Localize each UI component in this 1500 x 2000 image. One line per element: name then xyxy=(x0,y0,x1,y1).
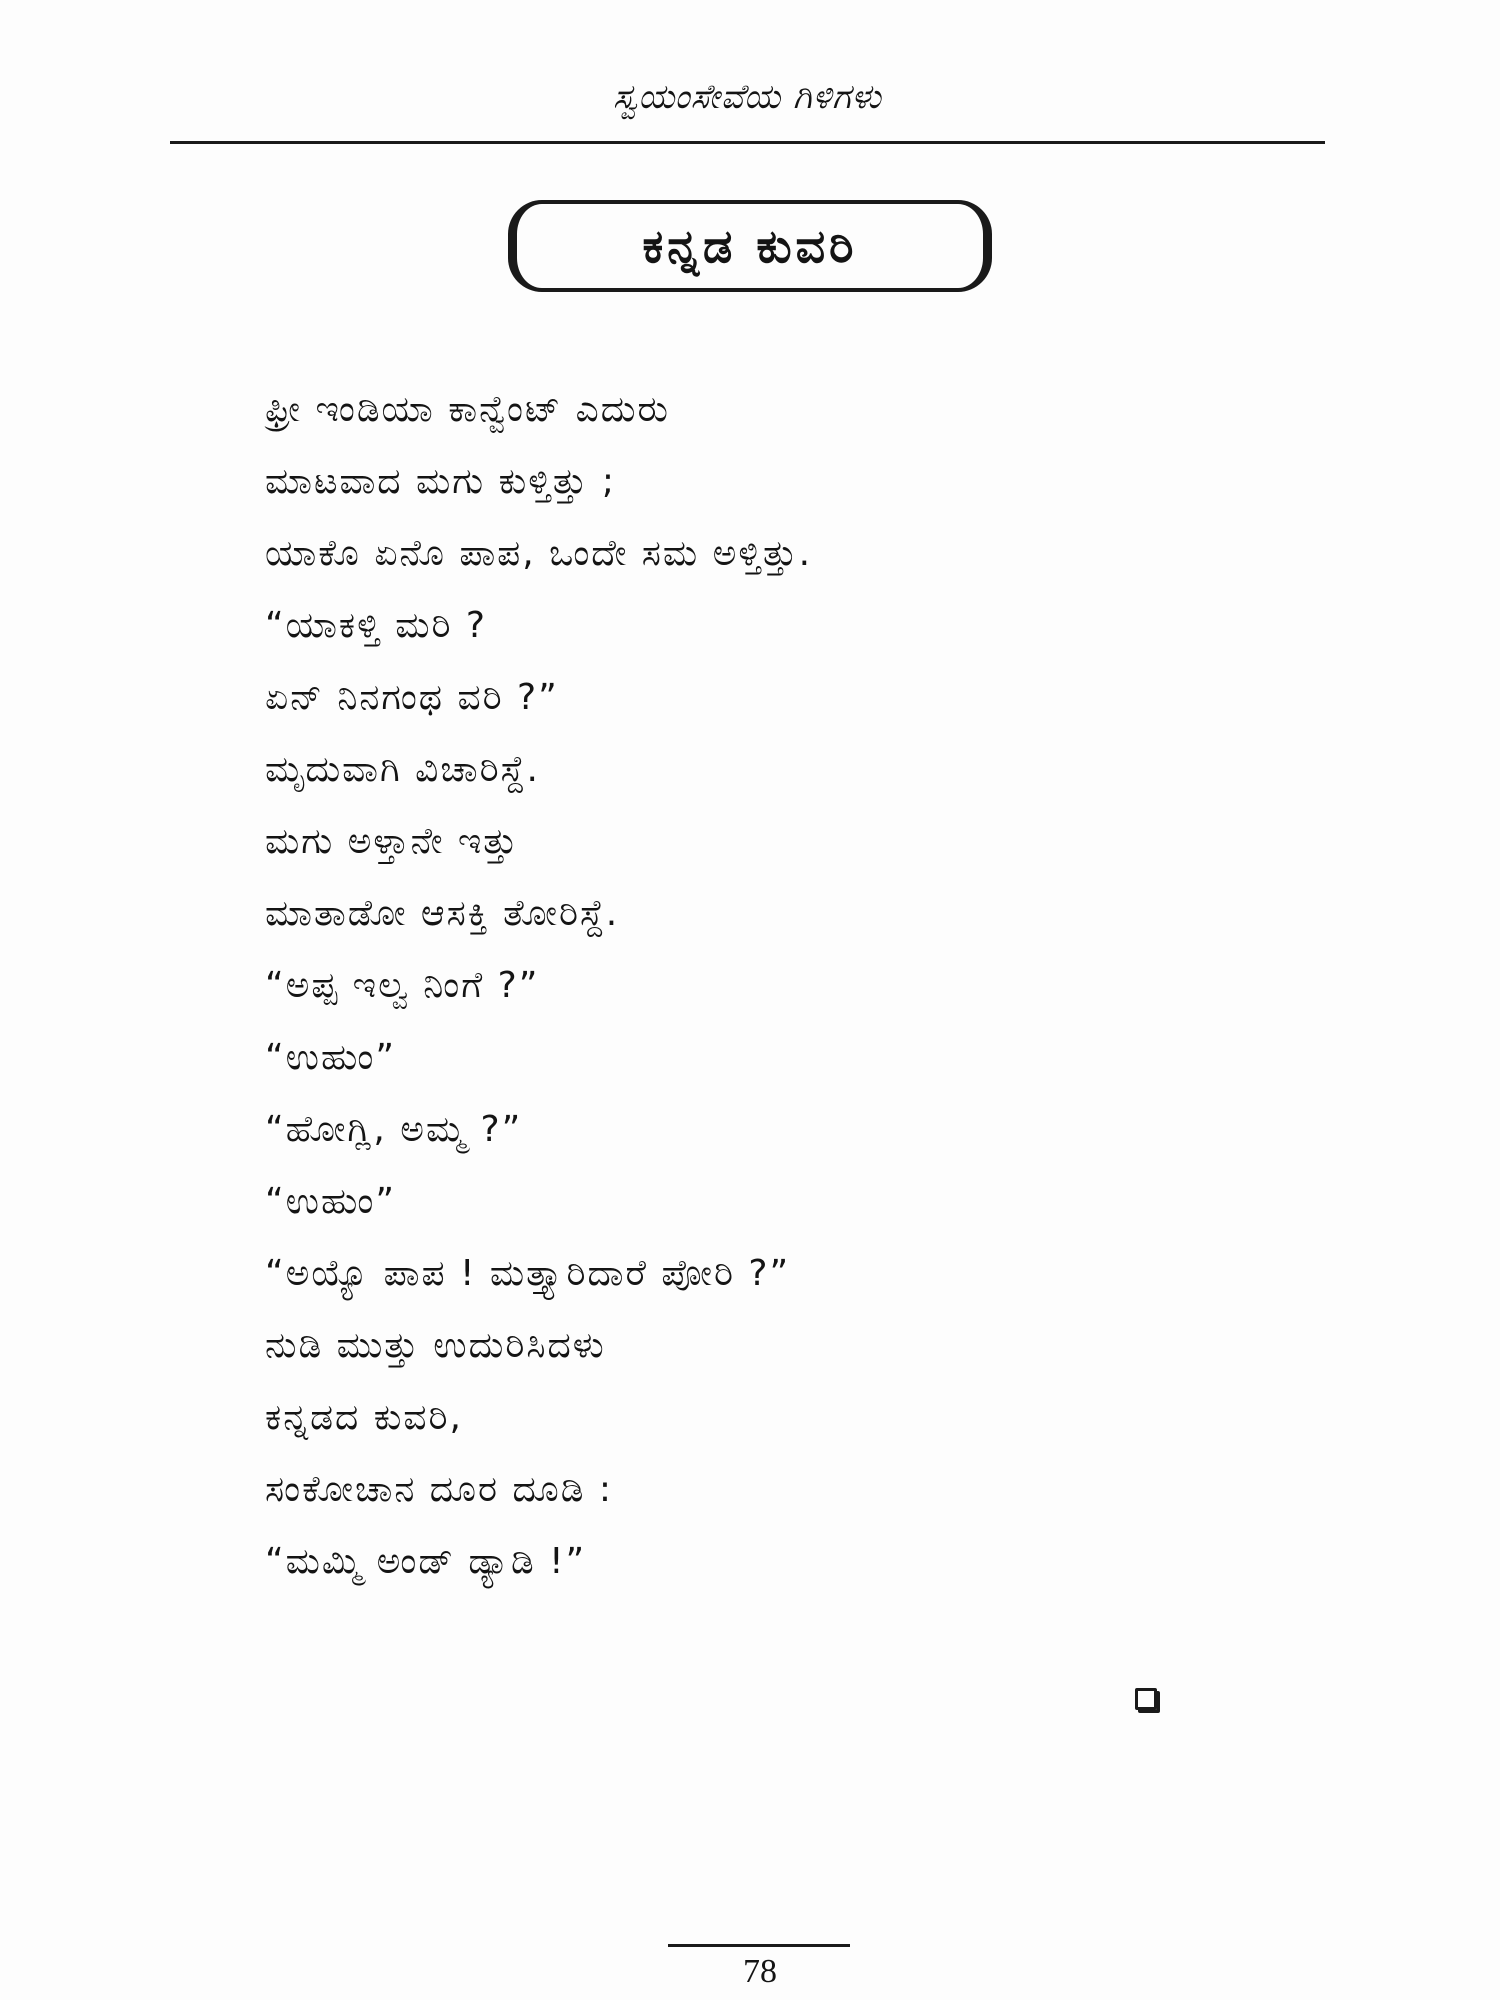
poem-line: ನುಡಿ ಮುತ್ತು ಉದುರಿಸಿದಳು xyxy=(265,1325,606,1366)
poem-line: ಮಾತಾಡೋ ಆಸಕ್ತಿ ತೋರಿಸ್ದೆ. xyxy=(265,893,620,934)
poem-line: ಕನ್ನಡದ ಕುವರಿ, xyxy=(265,1397,463,1438)
poem-line: “ಉಹುಂ” xyxy=(265,1037,396,1078)
poem-line: ಸಂಕೋಚಾನ ದೂರ ದೂಡಿ : xyxy=(265,1469,613,1510)
poem-line: ಮಗು ಅಳ್ತಾನೇ ಇತ್ತು xyxy=(265,821,519,862)
poem-line: “ಯಾಕಳ್ತಿ ಮರಿ ? xyxy=(265,605,488,646)
header-rule xyxy=(170,141,1325,144)
poem-line: “ಅಪ್ಪ ಇಲ್ವ ನಿಂಗೆ ?” xyxy=(265,965,540,1006)
poem-title-box xyxy=(508,200,992,292)
poem-title: ಕನ್ನಡ ಕುವರಿ xyxy=(642,219,858,273)
poem-line: “ಉಹುಂ” xyxy=(265,1181,396,1222)
poem-line: ಮೃದುವಾಗಿ ವಿಚಾರಿಸ್ದೆ. xyxy=(265,749,540,790)
page-number: 78 xyxy=(743,1953,777,1990)
poem-line: ಮಾಟವಾದ ಮಗು ಕುಳ್ತಿತ್ತು ; xyxy=(265,461,617,502)
poem-line: ಫ್ರೀ ಇಂಡಿಯಾ ಕಾನ್ವೆಂಟ್ ಎದುರು xyxy=(265,389,670,430)
poem-body xyxy=(265,380,1165,1604)
footer-rule xyxy=(668,1944,850,1947)
running-head: ಸ್ವಯಂಸೇವೆಯ ಗಿಳಿಗಳು xyxy=(613,77,882,117)
poem-line: ಏನ್ ನಿನಗಂಥ ವರಿ ?” xyxy=(265,677,559,718)
poem-line: ಯಾಕೊ ಏನೊ ಪಾಪ, ಒಂದೇ ಸಮ ಅಳ್ತಿತ್ತು. xyxy=(265,533,813,574)
poem-line: “ಹೋಗ್ಲಿ, ಅಮ್ಮ ?” xyxy=(265,1109,523,1150)
end-mark-icon xyxy=(1135,1688,1157,1710)
poem-line: “ಅಯ್ಯೊ ಪಾಪ ! ಮತ್ತ್ಯಾರಿದಾರೆ ಪೋರಿ ?” xyxy=(265,1253,791,1294)
poem-line: “ಮಮ್ಮಿ ಅಂಡ್ ಡ್ಯಾಡಿ !” xyxy=(265,1541,587,1582)
